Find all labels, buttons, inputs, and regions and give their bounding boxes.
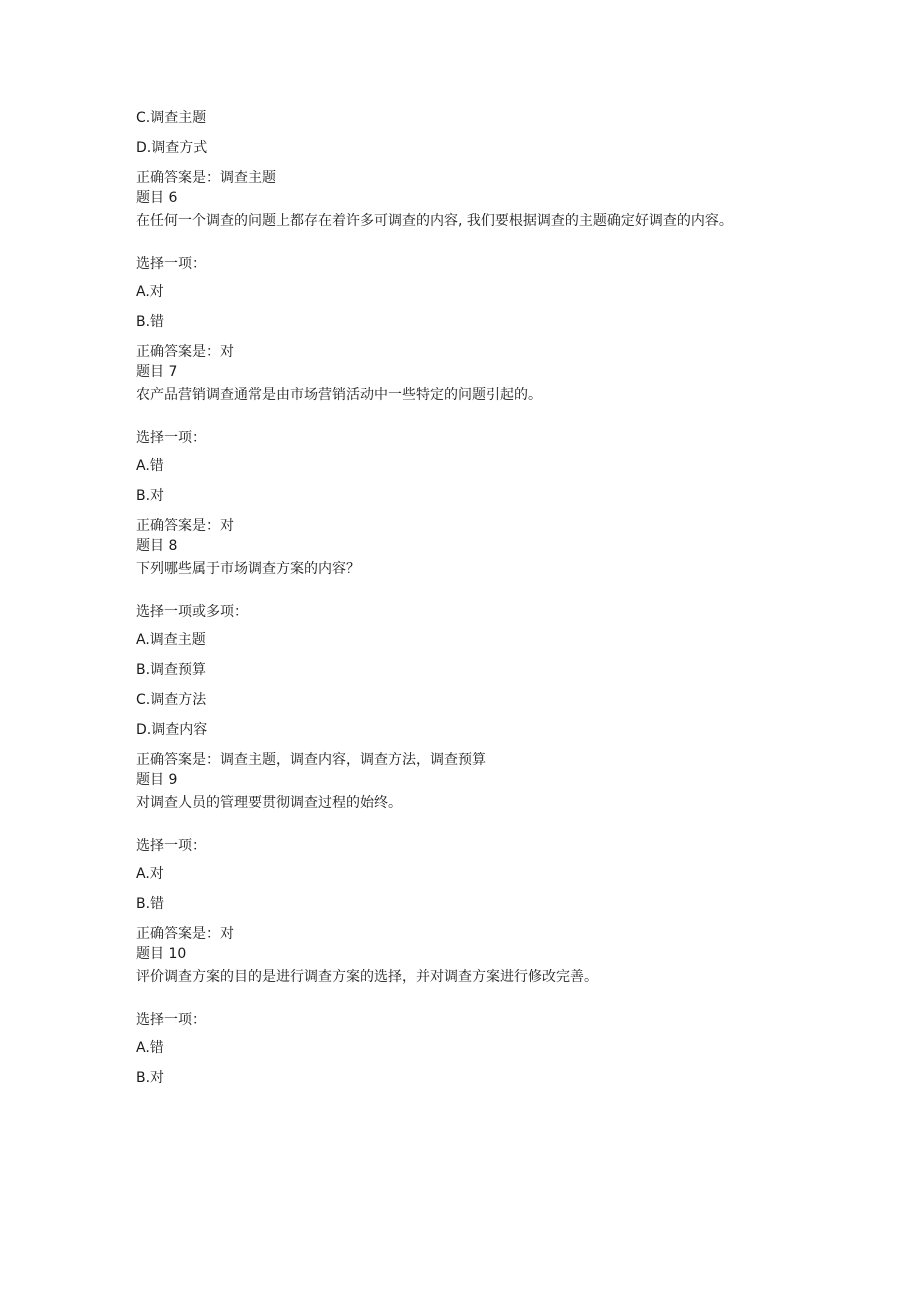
correct-answer: 正确答案是：对 (136, 518, 234, 534)
question-prompt: 选择一项或多项： (136, 604, 248, 620)
option-a: A.调查主题 (136, 632, 206, 648)
correct-answer: 正确答案是：对 (136, 344, 234, 360)
option-a: A.对 (136, 284, 164, 300)
option-b: B.错 (136, 314, 165, 330)
option-b: B.错 (136, 896, 165, 912)
question-prompt: 选择一项： (136, 838, 206, 854)
question-8 (136, 536, 786, 770)
option-b: B.对 (136, 1070, 165, 1086)
question-prompt: 选择一项： (136, 256, 206, 272)
question-title: 题目 7 (136, 364, 178, 380)
question-prompt: 选择一项： (136, 1012, 206, 1028)
question-text: 评价调查方案的目的是进行调查方案的选择，并对调查方案进行修改完善。 (136, 969, 598, 985)
question-text: 在任何一个调查的问题上都存在着许多可调查的内容, 我们要根据调查的主题确定好调查的内容。 (136, 213, 733, 229)
correct-answer: 正确答案是：调查主题 (136, 170, 276, 186)
option-a: A.对 (136, 866, 164, 882)
option-d: D.调查内容 (136, 722, 208, 738)
question-text: 对调查人员的管理要贯彻调查过程的始终。 (136, 795, 402, 811)
option-c: C.调查主题 (136, 110, 207, 126)
question-title: 题目 6 (136, 190, 178, 206)
option-a: A.错 (136, 1040, 164, 1056)
correct-answer: 正确答案是：调查主题，调查内容，调查方法，调查预算 (136, 752, 486, 768)
option-b: B.调查预算 (136, 662, 207, 678)
option-d: D.调查方式 (136, 140, 208, 156)
question-6 (136, 188, 786, 362)
question-title: 题目 8 (136, 538, 178, 554)
option-b: B.对 (136, 488, 165, 504)
option-a: A.错 (136, 458, 164, 474)
question-prompt: 选择一项： (136, 430, 206, 446)
question-text: 下列哪些属于市场调查方案的内容？ (136, 561, 360, 577)
prelude-section (136, 108, 786, 188)
option-c: C.调查方法 (136, 692, 207, 708)
question-9 (136, 770, 786, 944)
question-7 (136, 362, 786, 536)
correct-answer: 正确答案是：对 (136, 926, 234, 942)
question-text: 农产品营销调查通常是由市场营销活动中一些特定的问题引起的。 (136, 387, 542, 403)
document-body (136, 108, 786, 1098)
question-10 (136, 944, 786, 1088)
question-title: 题目 9 (136, 772, 178, 788)
question-title: 题目 10 (136, 946, 187, 962)
